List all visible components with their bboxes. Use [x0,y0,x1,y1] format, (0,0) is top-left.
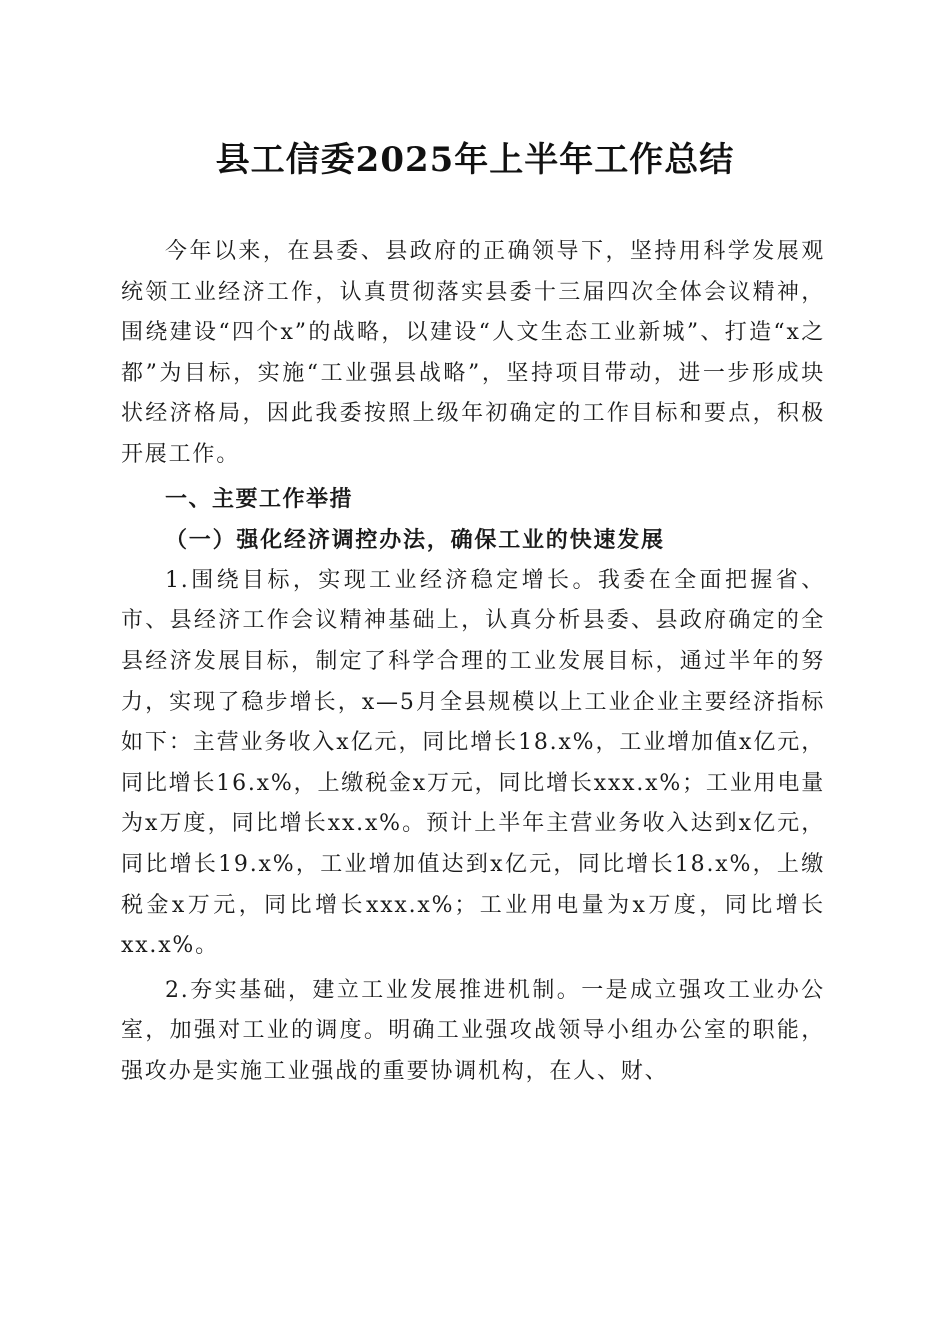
subsection-heading: （一）强化经济调控办法，确保工业的快速发展 [165,527,665,554]
document-title: 县工信委2025年上半年工作总结 [215,140,735,180]
item-paragraph-1: 1.围绕目标，实现工业经济稳定增长。我委在全面把握省、市、县经济工作会议精神基础上，认真分析县委、县政府确定的全县经济发展目标，制定了科学合理的工业发展目标，通过半年的努力，实现了稳步增长，x—5月全县规模以上工业企业主要经济指标如下：主营业务收入x亿元，同比增长18.x%，工业增加值x亿元，同比增长16.x%，上缴税金x万元，同比增长xxx.x%；工业用电量为x万度，同比增长xx.x%。预计上半年主营业务收入达到x亿元，同比增长19.x%，工业增加值达到x亿元，同比增长18.x%，上缴税金x万元，同比增长xxx.x%；工业用电量为x万度，同比增长xx.x%。 [121,567,825,959]
intro-paragraph: 今年以来，在县委、县政府的正确领导下，坚持用科学发展观统领工业经济工作，认真贯彻落实县委十三届四次全体会议精神，围绕建设“四个x”的战略，以建设“人文生态工业新城”、打造“x之都”为目标，实施“工业强县战略”，坚持项目带动，进一步形成块状经济格局，因此我委按照上级年初确定的工作目标和要点，积极开展工作。 [121,239,825,467]
item-paragraph-2: 2.夯实基础，建立工业发展推进机制。一是成立强攻工业办公室，加强对工业的调度。明确工业强攻战领导小组办公室的职能，强攻办是实施工业强战的重要协调机构，在人、财、 [121,977,825,1084]
document-body [121,232,825,1092]
section-heading: 一、主要工作举措 [165,486,354,512]
